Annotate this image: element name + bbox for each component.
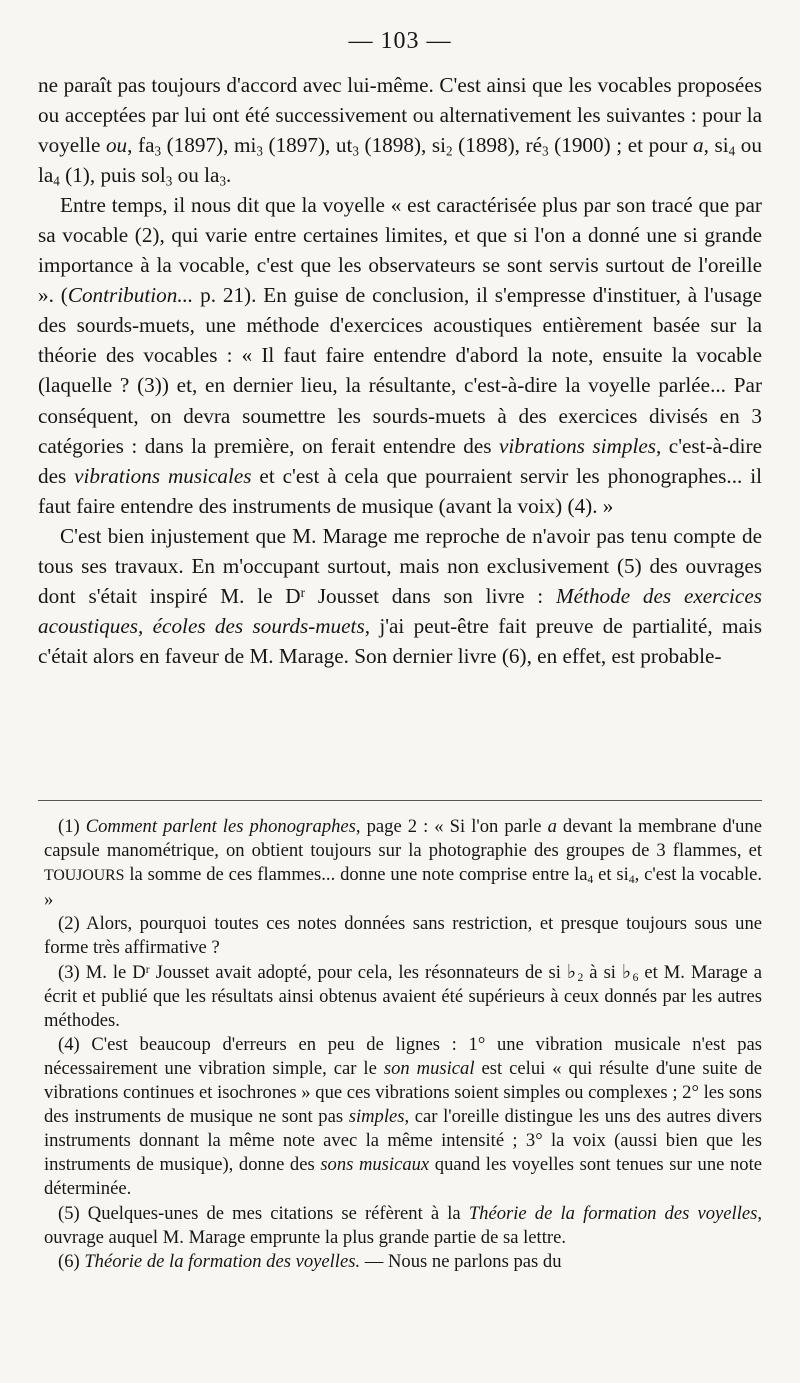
subscript: 6 — [632, 971, 639, 984]
text-run: quand les voyelles sont tenues sur une note déterminée. — [44, 1154, 762, 1200]
flat-sign: ♭ — [621, 961, 633, 983]
text-run: (1900) ; et pour — [548, 133, 694, 158]
italic-text: Théorie de la formation des voyelles — [468, 1202, 758, 1224]
page-number: — 103 — — [348, 28, 452, 54]
text-run: ou la — [172, 163, 220, 188]
footnote-2 — [44, 912, 762, 960]
footnote-4 — [44, 1033, 762, 1202]
text-run: (4) C'est beaucoup d'erreurs en peu de lignes : 1° une vibration musicale n'est pas nécessairement une vibration simple, car le — [44, 1033, 762, 1079]
subscript: 3 — [352, 143, 359, 159]
text-run: (5) Quelques-unes de mes citations se réfèrent à la — [58, 1202, 469, 1224]
text-run: ou la — [38, 133, 762, 188]
text-run: , ouvrage auquel M. Marage emprunte la plus grande partie de sa lettre. — [44, 1202, 763, 1248]
italic-text: Contribution... — [67, 283, 194, 308]
italic-text: son musical — [383, 1057, 475, 1079]
text-run: ne paraît pas toujours d'accord avec lui-même. C'est ainsi que les vocables proposées ou acceptées par lui ont été successivement ou alternativement les suivantes : pour la voyelle — [38, 73, 762, 158]
text-run: . — [226, 163, 232, 188]
paragraph-2 — [38, 190, 762, 521]
text-run: Jousset avait adopté, pour cela, les résonnateurs de si — [149, 961, 567, 983]
text-run: à si — [583, 961, 622, 983]
text-run: — Nous ne parlons pas du — [360, 1250, 562, 1272]
subscript: 2 — [577, 971, 584, 984]
subscript: 3 — [165, 173, 173, 189]
text-run: , c'est-à-dire des — [38, 433, 763, 488]
subscript: 4 — [728, 143, 736, 159]
text-run: , j'ai peut-être fait preuve de partialité, mais c'était alors en faveur de M. Marage. Son dernier livre (6), en effet, est probable- — [38, 613, 762, 668]
footnote-6 — [44, 1250, 762, 1274]
subscript: 4 — [53, 173, 60, 189]
text-run: C'est bien injustement que M. Marage me reproche de n'avoir pas tenu compte de tous ses travaux. En m'occupant surtout, mais non exclusivement (5) des ouvrages dont s'était inspiré M. le D — [38, 523, 762, 608]
text-run: devant la membrane d'une capsule manométrique, on obtient toujours sur la photographie des groupes de 3 flammes, et — [44, 816, 762, 862]
italic-text: vibrations simples — [499, 433, 656, 458]
text-run: , page 2 : « Si l'on parle — [355, 816, 548, 837]
text-run: la somme de ces flammes... donne une note comprise entre la — [124, 864, 588, 886]
text-run: (1) — [58, 816, 86, 837]
italic-text: Méthode des exercices acoustiques, écoles des sourds-muets — [38, 583, 762, 638]
footnote-5 — [44, 1202, 762, 1250]
text-run: est celui « qui résulte d'une suite de vibrations continues et isochrones » que ces vibrations soient simples ou complexes ; 2° les sons des instruments de musique ne sont pas — [44, 1057, 763, 1128]
text-run: (1897), mi — [161, 133, 257, 158]
italic-text: a — [547, 816, 557, 837]
text-run: et c'est à cela que pourraient servir les phonographes... il faut faire entendre des instruments de musique (avant la voix) (4). » — [38, 463, 762, 518]
text-run: Entre temps, il nous dit que la voyelle « est caractérisée plus par son tracé que par sa vocable (2), qui varie entre certaines limites, et que si l'on a donné une si grande importance à la vocable, c'est que les observateurs se sont servis surtout de l'oreille ». ( — [38, 193, 762, 308]
text-run: Jousset dans son livre : — [304, 583, 556, 608]
text-run: (1898), ré — [452, 133, 543, 158]
superscript: r — [300, 584, 305, 600]
small-caps-text: TOUJOURS — [44, 867, 125, 885]
italic-text: vibrations musicales — [74, 463, 252, 488]
text-run: , c'est la vocable. » — [44, 864, 763, 911]
italic-text: sons musicaux — [320, 1154, 430, 1176]
subscript: 3 — [219, 173, 226, 189]
italic-text: ou — [105, 133, 128, 158]
body-text — [38, 70, 762, 671]
text-run: et M. Marage a écrit et publié que les résultats ainsi obtenus avaient été supérieurs à ceux donnés par les autres méthodes. — [44, 961, 762, 1031]
paragraph-1 — [38, 70, 762, 190]
superscript: r — [145, 963, 150, 976]
subscript: 4 — [587, 874, 594, 887]
italic-text: a — [693, 133, 704, 158]
subscript: 3 — [154, 143, 162, 159]
footnote-1 — [44, 815, 762, 912]
italic-text: Comment parlent les phonographes — [85, 816, 356, 837]
italic-text: simples — [348, 1106, 405, 1128]
footnotes — [44, 815, 762, 1274]
subscript: 3 — [256, 143, 263, 159]
flat-sign: ♭ — [566, 961, 578, 983]
footnote-3 — [44, 961, 762, 1033]
text-run: (1898), si — [358, 133, 447, 158]
italic-text: Théorie de la formation des voyelles. — [84, 1250, 361, 1272]
text-run: (6) — [58, 1250, 85, 1272]
text-run: (1897), ut — [262, 133, 353, 158]
text-run: , fa — [127, 133, 155, 158]
text-run: , car l'oreille distingue les uns des autres divers instruments donnant la même note avec la même intensité ; 3° la voix (aussi bien que les instruments de musique), donne des — [44, 1106, 763, 1176]
text-run: (3) M. le D — [58, 961, 146, 983]
subscript: 3 — [542, 143, 549, 159]
subscript: 4 — [628, 874, 635, 887]
text-run: p. 21). En guise de conclusion, il s'empresse d'instituer, à l'usage des sourds-muets, une méthode d'exercices acoustiques entièrement basée sur la théorie des vocables : « Il faut faire entendre d'abord la note, ensuite la vocable (laquelle ? (3)) et, en dernier lieu, la résultante, c'est-à-dire la voyelle parlée... Par conséquent, on devra soumettre les sourds-muets à des exercices divisés en 3 catégories : dans la première, on ferait entendre des — [38, 283, 762, 458]
text-run: (2) Alors, pourquoi toutes ces notes données sans restriction, et presque toujours sous une forme très affirmative ? — [44, 913, 762, 959]
paragraph-3 — [38, 521, 762, 671]
text-run: (1), puis sol — [59, 163, 166, 188]
text-run: , si — [703, 133, 729, 158]
footnote-separator — [38, 800, 762, 801]
text-run: et si — [593, 864, 629, 886]
subscript: 2 — [446, 143, 453, 159]
